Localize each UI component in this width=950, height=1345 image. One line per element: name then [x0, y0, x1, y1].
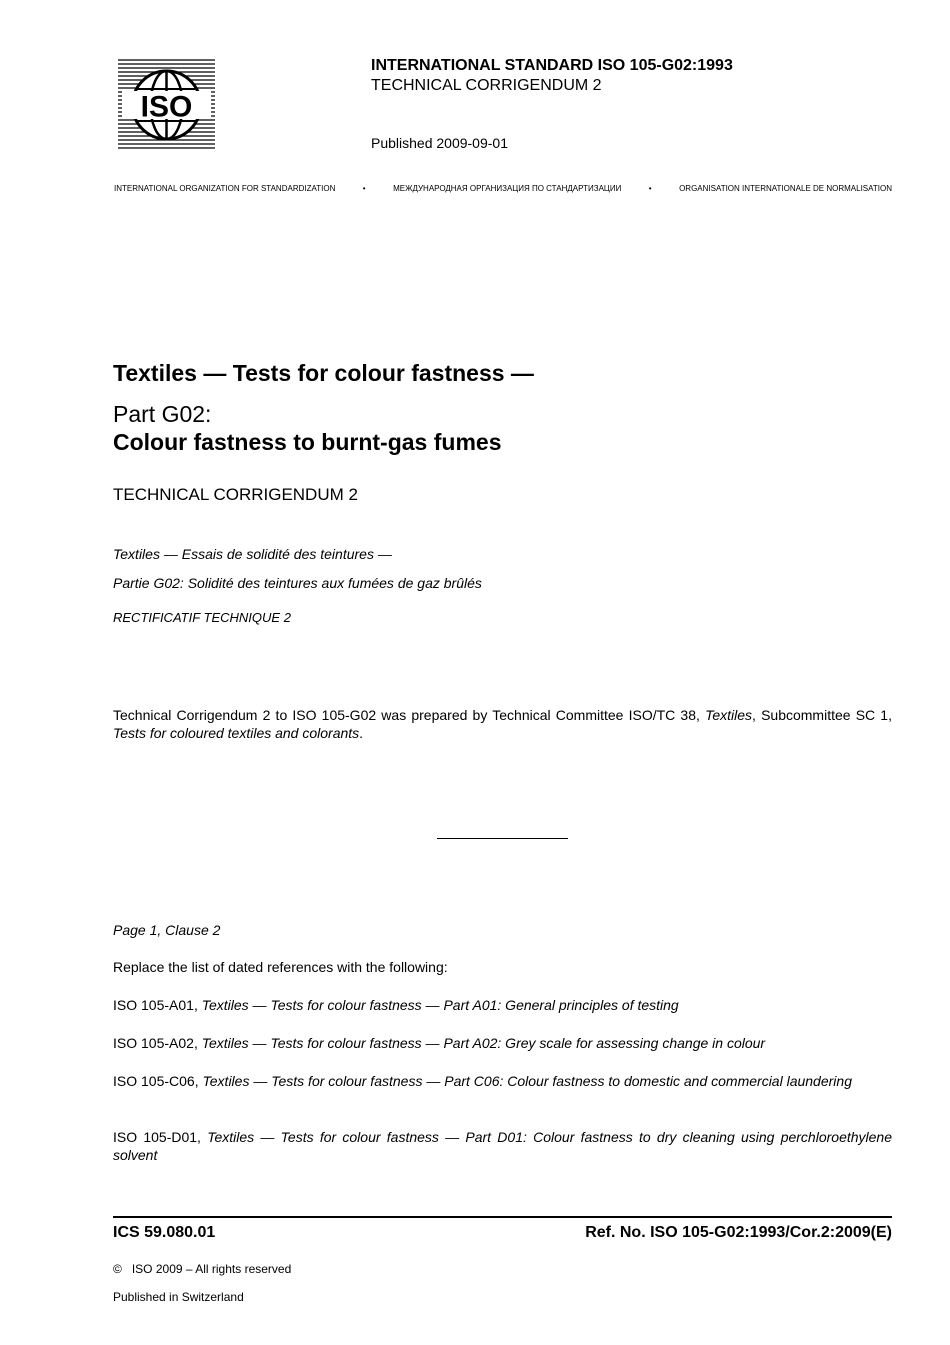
copyright-notice: © ISO 2009 – All rights reserved: [113, 1262, 292, 1276]
reference-code: ISO 105-A02,: [113, 1035, 202, 1051]
replace-instruction: Replace the list of dated references with the following:: [113, 959, 448, 975]
bullet-separator: •: [362, 184, 366, 193]
document-title-sub: Colour fastness to burnt-gas fumes: [113, 429, 502, 455]
prep-text: Technical Corrigendum 2 to ISO 105-G02 was prepared by Technical Committee ISO/TC 38,: [113, 707, 706, 723]
prep-subcommittee-name: Tests for coloured textiles and colorants: [113, 725, 360, 741]
org-name-ru: МЕЖДУНАРОДНАЯ ОРГАНИЗАЦИЯ ПО СТАНДАРТИЗАЦИИ: [393, 184, 622, 193]
prep-text: , Subcommittee SC 1,: [752, 707, 892, 723]
reference-code: ISO 105-C06,: [113, 1073, 203, 1089]
reference-item: [113, 1034, 892, 1052]
reference-item: [113, 996, 892, 1014]
standard-title: INTERNATIONAL STANDARD ISO 105-G02:1993: [371, 57, 733, 74]
ics-code: ICS 59.080.01: [113, 1224, 216, 1241]
published-date: Published 2009-09-01: [371, 135, 508, 151]
reference-title: Textiles — Tests for colour fastness — Part C06: Colour fastness to domestic and commercial laundering: [202, 1073, 852, 1089]
org-name-fr: ORGANISATION INTERNATIONALE DE NORMALISATION: [679, 184, 892, 193]
prep-committee-name: Textiles: [705, 707, 753, 723]
published-in: Published in Switzerland: [113, 1290, 244, 1304]
preparation-paragraph: [113, 706, 892, 742]
reference-item: [113, 1072, 892, 1090]
reference-item: [113, 1128, 892, 1164]
french-title-part: Partie G02: Solidité des teintures aux fumées de gaz brûlés: [113, 575, 482, 591]
french-corrigendum-label: RECTIFICATIF TECHNIQUE 2: [113, 610, 291, 625]
footer-rule: [113, 1216, 892, 1218]
bullet-separator: •: [648, 184, 652, 193]
french-title-main: Textiles — Essais de solidité des teintures —: [113, 546, 392, 562]
reference-number: Ref. No. ISO 105-G02:1993/Cor.2:2009(E): [585, 1224, 892, 1241]
reference-title: Textiles — Tests for colour fastness — Part A01: General principles of testing: [201, 997, 679, 1013]
standard-subtitle: TECHNICAL CORRIGENDUM 2: [371, 77, 602, 94]
reference-code: ISO 105-D01,: [113, 1129, 208, 1145]
reference-code: ISO 105-A01,: [113, 997, 202, 1013]
page-clause-reference: Page 1, Clause 2: [113, 922, 221, 938]
org-name-en: INTERNATIONAL ORGANIZATION FOR STANDARDIZATION: [114, 184, 336, 193]
organization-line: [114, 184, 892, 193]
reference-title: Textiles — Tests for colour fastness — Part A02: Grey scale for assessing change in colour: [201, 1035, 766, 1051]
prep-text: .: [359, 725, 364, 741]
corrigendum-label: TECHNICAL CORRIGENDUM 2: [113, 485, 358, 504]
document-title-part: Part G02:: [113, 401, 212, 427]
section-divider: [437, 838, 568, 839]
document-title-main: Textiles — Tests for colour fastness —: [113, 360, 534, 386]
reference-title: Textiles — Tests for colour fastness — Part D01: Colour fastness to dry cleaning using perchloroethylene solvent: [113, 1129, 892, 1163]
iso-logo: [118, 58, 215, 152]
svg-text:ISO: ISO: [140, 90, 193, 124]
